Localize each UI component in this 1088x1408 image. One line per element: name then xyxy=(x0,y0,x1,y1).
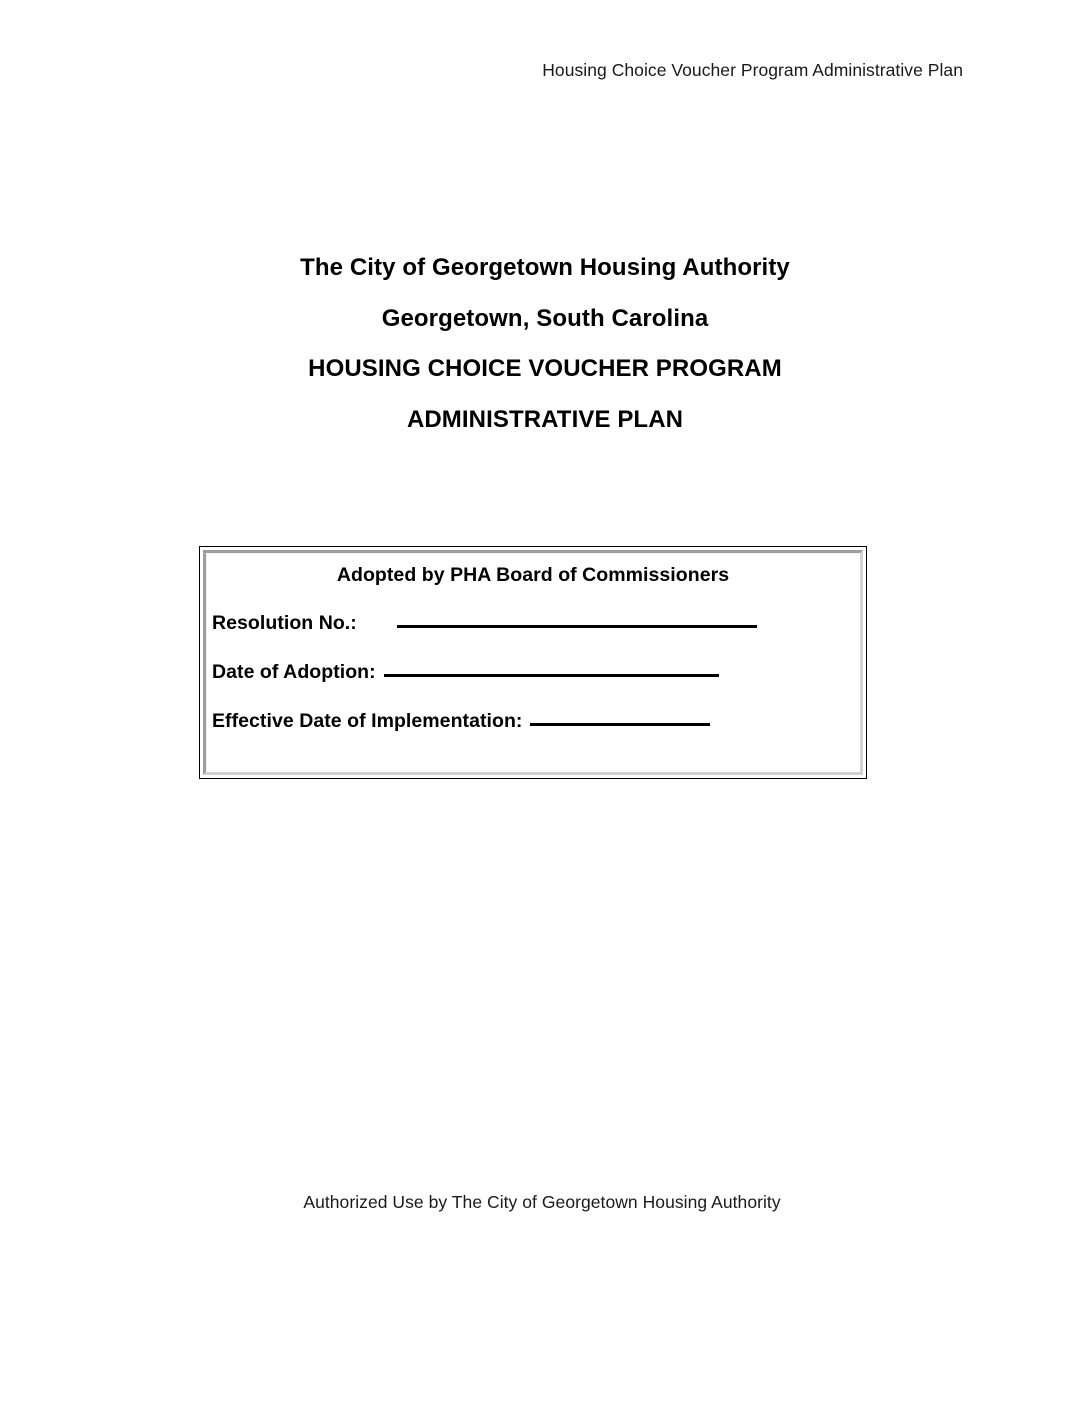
date-of-adoption-row xyxy=(212,661,719,684)
date-of-adoption-blank[interactable] xyxy=(384,674,719,677)
adoption-box-heading: Adopted by PHA Board of Commissioners xyxy=(336,564,730,586)
resolution-number-row xyxy=(212,612,757,635)
effective-date-blank[interactable] xyxy=(530,723,710,726)
title-block xyxy=(0,243,1088,445)
page-footer: Authorized Use by The City of Georgetown Housing Authority xyxy=(303,1192,781,1212)
resolution-number-label: Resolution No.: xyxy=(212,612,357,634)
page-title-line-1: The City of Georgetown Housing Authority xyxy=(300,254,790,281)
page-title-line-4: ADMINISTRATIVE PLAN xyxy=(406,405,684,433)
effective-date-row xyxy=(212,710,710,733)
page-title-line-2: Georgetown, South Carolina xyxy=(381,304,709,332)
adoption-box xyxy=(199,546,867,779)
adoption-box-inner xyxy=(203,550,863,775)
date-of-adoption-label: Date of Adoption: xyxy=(212,661,376,683)
effective-date-label: Effective Date of Implementation: xyxy=(212,710,523,732)
page-title-line-3: HOUSING CHOICE VOUCHER PROGRAM xyxy=(308,355,782,382)
resolution-number-blank[interactable] xyxy=(397,625,757,628)
running-header: Housing Choice Voucher Program Administrative Plan xyxy=(542,60,963,80)
